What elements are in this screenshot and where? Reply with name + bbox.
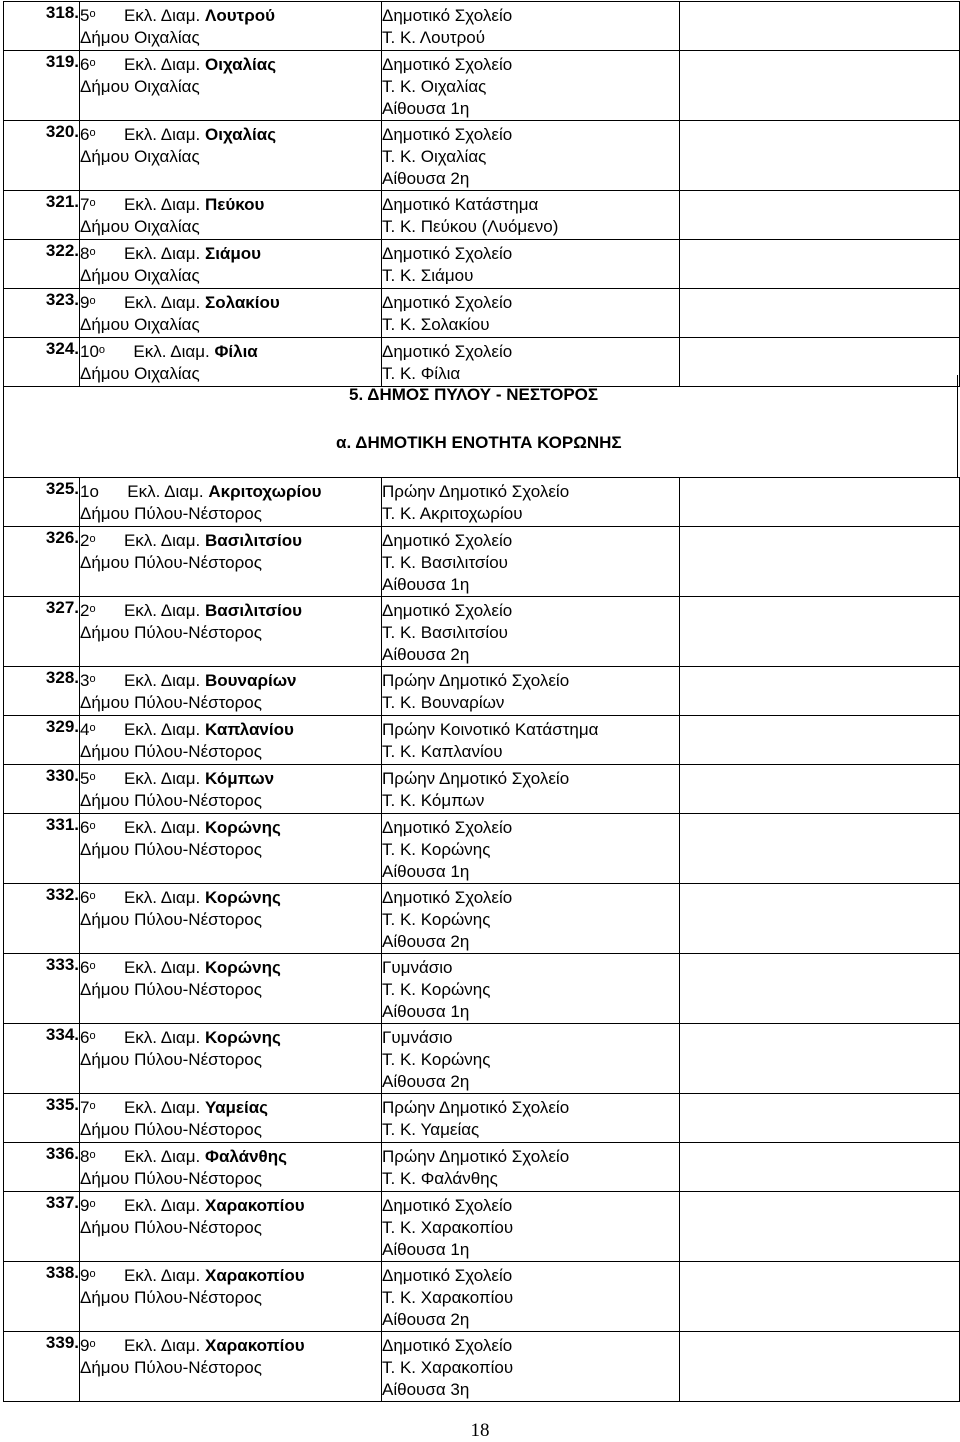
station-ordinal: 9 xyxy=(80,1266,90,1285)
ordinal-suffix: ο xyxy=(89,127,96,139)
row-number: 336. xyxy=(4,1143,80,1192)
location-line: Τ. Κ. Υαμείας xyxy=(382,1120,480,1139)
location-line: Τ. Κ. Οιχαλίας xyxy=(382,77,487,96)
table-row xyxy=(4,1192,960,1262)
station-ordinal: 1ο xyxy=(80,482,99,501)
station-place: Οιχαλίας xyxy=(205,55,277,74)
station-municipality: Δήμου Οιχαλίας xyxy=(80,28,200,47)
station-ordinal: 3 xyxy=(80,671,90,690)
ordinal-suffix: ο xyxy=(89,1149,96,1161)
polling-station-cell xyxy=(80,765,382,814)
station-place: Βουναρίων xyxy=(205,671,297,690)
location-line: Τ. Κ. Βασιλιτσίου xyxy=(382,553,508,572)
station-municipality: Δήμου Οιχαλίας xyxy=(80,364,200,383)
station-place: Ακριτοχωρίου xyxy=(208,482,322,501)
station-place: Λουτρού xyxy=(205,6,276,25)
ordinal-suffix: ο xyxy=(89,722,96,734)
location-line: Τ. Κ. Χαρακοπίου xyxy=(382,1218,514,1237)
location-cell xyxy=(382,814,680,884)
station-ordinal: 7 xyxy=(80,1098,90,1117)
station-municipality: Δήμου Πύλου-Νέστορος xyxy=(80,1358,262,1377)
location-cell xyxy=(382,884,680,954)
section-header xyxy=(3,375,958,478)
ordinal-suffix: ο xyxy=(89,197,96,209)
location-line: Τ. Κ. Σολακίου xyxy=(382,315,490,334)
location-line: Δημοτικό Σχολείο xyxy=(382,1266,513,1285)
table-row xyxy=(4,51,960,121)
ordinal-suffix: ο xyxy=(89,1030,96,1042)
station-municipality: Δήμου Πύλου-Νέστορος xyxy=(80,742,262,761)
station-municipality: Δήμου Πύλου-Νέστορος xyxy=(80,1050,262,1069)
location-cell xyxy=(382,1094,680,1143)
polling-station-cell xyxy=(80,1094,382,1143)
location-cell xyxy=(382,1262,680,1332)
station-place: Βασιλιτσίου xyxy=(205,601,303,620)
location-line: Δημοτικό Σχολείο xyxy=(382,601,513,620)
location-line: Αίθουσα 2η xyxy=(382,1310,470,1329)
location-cell xyxy=(382,51,680,121)
location-line: Τ. Κ. Καπλανίου xyxy=(382,742,503,761)
ordinal-suffix: ο xyxy=(89,57,96,69)
table-row xyxy=(4,527,960,597)
empty-cell xyxy=(680,1094,960,1143)
station-type: Εκλ. Διαμ. xyxy=(123,1147,201,1166)
station-line xyxy=(80,667,381,692)
polling-stations-table-pylos-nestoros xyxy=(3,477,960,1402)
table-row xyxy=(4,884,960,954)
station-ordinal: 6 xyxy=(80,888,90,907)
station-ordinal: 6 xyxy=(80,818,90,837)
station-type: Εκλ. Διαμ. xyxy=(123,195,201,214)
location-line: Δημοτικό Σχολείο xyxy=(382,6,513,25)
location-line: Αίθουσα 1η xyxy=(382,575,470,594)
station-ordinal: 6 xyxy=(80,125,90,144)
row-number: 332. xyxy=(4,884,80,954)
table-row xyxy=(4,478,960,527)
station-line xyxy=(80,51,381,76)
table-row xyxy=(4,1024,960,1094)
polling-station-cell xyxy=(80,289,382,338)
ordinal-suffix: ο xyxy=(89,1338,96,1350)
station-type: Εκλ. Διαμ. xyxy=(123,1336,201,1355)
location-line: Τ. Κ. Κορώνης xyxy=(382,910,491,929)
location-cell xyxy=(382,191,680,240)
location-line: Τ. Κ. Κορώνης xyxy=(382,840,491,859)
location-line: Πρώην Δημοτικό Σχολείο xyxy=(382,1147,570,1166)
location-line: Τ. Κ. Φαλάνθης xyxy=(382,1169,498,1188)
location-line: Αίθουσα 2η xyxy=(382,1072,470,1091)
polling-station-cell xyxy=(80,1143,382,1192)
ordinal-suffix: ο xyxy=(89,1198,96,1210)
station-place: Βασιλιτσίου xyxy=(205,531,303,550)
polling-station-cell xyxy=(80,954,382,1024)
station-type: Εκλ. Διαμ. xyxy=(123,244,201,263)
station-ordinal: 2 xyxy=(80,601,90,620)
station-municipality: Δήμου Πύλου-Νέστορος xyxy=(80,980,262,999)
location-line: Δημοτικό Κατάστημα xyxy=(382,195,539,214)
table-row xyxy=(4,121,960,191)
station-type: Εκλ. Διαμ. xyxy=(123,55,201,74)
empty-cell xyxy=(680,289,960,338)
station-municipality: Δήμου Οιχαλίας xyxy=(80,266,200,285)
table-row xyxy=(4,716,960,765)
station-type: Εκλ. Διαμ. xyxy=(123,818,201,837)
location-line: Τ. Κ. Σιάμου xyxy=(382,266,474,285)
station-line xyxy=(80,121,381,146)
station-type: Εκλ. Διαμ. xyxy=(123,601,201,620)
station-municipality: Δήμου Οιχαλίας xyxy=(80,315,200,334)
station-place: Χαρακοπίου xyxy=(205,1196,305,1215)
polling-station-cell xyxy=(80,1262,382,1332)
location-line: Αίθουσα 1η xyxy=(382,862,470,881)
station-type: Εκλ. Διαμ. xyxy=(123,531,201,550)
polling-station-cell xyxy=(80,527,382,597)
table-row xyxy=(4,954,960,1024)
location-line: Δημοτικό Σχολείο xyxy=(382,342,513,361)
station-place: Οιχαλίας xyxy=(205,125,277,144)
station-line xyxy=(80,240,381,265)
station-type: Εκλ. Διαμ. xyxy=(123,769,201,788)
station-type: Εκλ. Διαμ. xyxy=(123,888,201,907)
station-line xyxy=(80,1192,381,1217)
table-row xyxy=(4,1143,960,1192)
station-place: Χαρακοπίου xyxy=(205,1266,305,1285)
row-number: 337. xyxy=(4,1192,80,1262)
location-line: Τ. Κ. Βασιλιτσίου xyxy=(382,623,508,642)
station-line xyxy=(80,597,381,622)
location-line: Δημοτικό Σχολείο xyxy=(382,125,513,144)
location-cell xyxy=(382,289,680,338)
empty-cell xyxy=(680,121,960,191)
empty-cell xyxy=(680,1332,960,1402)
location-line: Τ. Κ. Ακριτοχωρίου xyxy=(382,504,523,523)
ordinal-suffix: ο xyxy=(89,533,96,545)
table-row xyxy=(4,765,960,814)
location-line: Τ. Κ. Βουναρίων xyxy=(382,693,505,712)
location-line: Αίθουσα 1η xyxy=(382,99,470,118)
empty-cell xyxy=(680,478,960,527)
station-ordinal: 6 xyxy=(80,55,90,74)
location-line: Αίθουσα 2η xyxy=(382,932,470,951)
station-municipality: Δήμου Πύλου-Νέστορος xyxy=(80,504,262,523)
polling-station-cell xyxy=(80,2,382,51)
empty-cell xyxy=(680,765,960,814)
row-number: 318. xyxy=(4,2,80,51)
station-municipality: Δήμου Πύλου-Νέστορος xyxy=(80,1288,262,1307)
empty-cell xyxy=(680,527,960,597)
polling-station-cell xyxy=(80,1332,382,1402)
station-municipality: Δήμου Πύλου-Νέστορος xyxy=(80,1120,262,1139)
table-row xyxy=(4,289,960,338)
station-municipality: Δήμου Πύλου-Νέστορος xyxy=(80,693,262,712)
station-type: Εκλ. Διαμ. xyxy=(123,1266,201,1285)
table-row xyxy=(4,240,960,289)
station-place: Κορώνης xyxy=(205,888,281,907)
row-number: 325. xyxy=(4,478,80,527)
location-cell xyxy=(382,597,680,667)
empty-cell xyxy=(680,1262,960,1332)
location-line: Τ. Κ. Χαρακοπίου xyxy=(382,1358,514,1377)
ordinal-suffix: ο xyxy=(89,295,96,307)
ordinal-suffix: ο xyxy=(89,1100,96,1112)
location-line: Τ. Κ. Πεύκου (Λυόμενο) xyxy=(382,217,559,236)
location-line: Γυμνάσιο xyxy=(382,958,453,977)
ordinal-suffix: ο xyxy=(89,246,96,258)
station-line xyxy=(80,765,381,790)
polling-station-cell xyxy=(80,716,382,765)
row-number: 334. xyxy=(4,1024,80,1094)
ordinal-suffix: ο xyxy=(89,820,96,832)
station-type: Εκλ. Διαμ. xyxy=(123,720,201,739)
page-number: 18 xyxy=(470,1420,490,1441)
ordinal-suffix: ο xyxy=(89,890,96,902)
station-line xyxy=(80,2,381,27)
ordinal-suffix: ο xyxy=(89,771,96,783)
table-row xyxy=(4,1332,960,1402)
empty-cell xyxy=(680,51,960,121)
row-number: 329. xyxy=(4,716,80,765)
station-ordinal: 9 xyxy=(80,293,90,312)
table-row xyxy=(4,814,960,884)
station-municipality: Δήμου Οιχαλίας xyxy=(80,217,200,236)
station-place: Χαρακοπίου xyxy=(205,1336,305,1355)
station-ordinal: 5 xyxy=(80,769,90,788)
station-municipality: Δήμου Πύλου-Νέστορος xyxy=(80,1169,262,1188)
station-place: Κορώνης xyxy=(205,958,281,977)
station-ordinal: 6 xyxy=(80,958,90,977)
row-number: 322. xyxy=(4,240,80,289)
empty-cell xyxy=(680,191,960,240)
station-ordinal: 7 xyxy=(80,195,90,214)
row-number: 333. xyxy=(4,954,80,1024)
ordinal-suffix: ο xyxy=(98,344,106,356)
location-cell xyxy=(382,2,680,51)
location-line: Τ. Κ. Κορώνης xyxy=(382,980,491,999)
polling-station-cell xyxy=(80,597,382,667)
location-line: Γυμνάσιο xyxy=(382,1028,453,1047)
station-place: Σολακίου xyxy=(205,293,280,312)
row-number: 319. xyxy=(4,51,80,121)
location-cell xyxy=(382,478,680,527)
station-ordinal: 5 xyxy=(80,6,90,25)
ordinal-suffix: ο xyxy=(89,673,96,685)
location-line: Τ. Κ. Κόμπων xyxy=(382,791,485,810)
station-type: Εκλ. Διαμ. xyxy=(123,671,201,690)
location-line: Αίθουσα 2η xyxy=(382,645,470,664)
location-line: Τ. Κ. Οιχαλίας xyxy=(382,147,487,166)
station-line xyxy=(80,338,381,363)
station-line xyxy=(80,191,381,216)
station-place: Πεύκου xyxy=(205,195,265,214)
empty-cell xyxy=(680,884,960,954)
unit-heading: α. ΔΗΜΟΤΙΚΗ ΕΝΟΤΗΤΑ ΚΟΡΩΝΗΣ xyxy=(336,433,622,452)
station-place: Κόμπων xyxy=(205,769,275,788)
station-line xyxy=(80,1094,381,1119)
polling-stations-table-oichalia xyxy=(3,1,960,387)
location-line: Πρώην Κοινοτικό Κατάστημα xyxy=(382,720,599,739)
empty-cell xyxy=(680,667,960,716)
station-line xyxy=(80,814,381,839)
location-cell xyxy=(382,954,680,1024)
station-line xyxy=(80,527,381,552)
station-place: Κορώνης xyxy=(205,1028,281,1047)
table-row xyxy=(4,191,960,240)
station-municipality: Δήμου Πύλου-Νέστορος xyxy=(80,1218,262,1237)
polling-station-cell xyxy=(80,814,382,884)
polling-station-cell xyxy=(80,121,382,191)
station-type: Εκλ. Διαμ. xyxy=(127,482,204,501)
table-row xyxy=(4,597,960,667)
empty-cell xyxy=(680,814,960,884)
empty-cell xyxy=(680,1024,960,1094)
station-municipality: Δήμου Οιχαλίας xyxy=(80,147,200,166)
location-cell xyxy=(382,240,680,289)
station-place: Φαλάνθης xyxy=(205,1147,287,1166)
station-ordinal: 10 xyxy=(80,342,99,361)
table-row xyxy=(4,1094,960,1143)
location-line: Αίθουσα 3η xyxy=(382,1380,470,1399)
municipality-heading: 5. ΔΗΜΟΣ ΠΥΛΟΥ - ΝΕΣΤΟΡΟΣ xyxy=(349,385,599,404)
ordinal-suffix: ο xyxy=(89,1268,96,1280)
location-line: Αίθουσα 1η xyxy=(382,1002,470,1021)
station-place: Κορώνης xyxy=(205,818,281,837)
polling-station-cell xyxy=(80,1192,382,1262)
station-ordinal: 2 xyxy=(80,531,90,550)
empty-cell xyxy=(680,1192,960,1262)
polling-station-cell xyxy=(80,1024,382,1094)
location-line: Τ. Κ. Χαρακοπίου xyxy=(382,1288,514,1307)
location-cell xyxy=(382,121,680,191)
station-type: Εκλ. Διαμ. xyxy=(123,958,201,977)
location-line: Δημοτικό Σχολείο xyxy=(382,1196,513,1215)
station-line xyxy=(80,1332,381,1357)
station-line xyxy=(80,478,381,503)
station-type: Εκλ. Διαμ. xyxy=(123,125,201,144)
location-cell xyxy=(382,1332,680,1402)
station-ordinal: 6 xyxy=(80,1028,90,1047)
location-line: Δημοτικό Σχολείο xyxy=(382,818,513,837)
location-cell xyxy=(382,765,680,814)
location-line: Αίθουσα 2η xyxy=(382,169,470,188)
location-line: Πρώην Δημοτικό Σχολείο xyxy=(382,482,570,501)
station-type: Εκλ. Διαμ. xyxy=(123,1098,201,1117)
table-row xyxy=(4,2,960,51)
ordinal-suffix: ο xyxy=(89,8,96,20)
station-type: Εκλ. Διαμ. xyxy=(123,6,201,25)
location-line: Αίθουσα 1η xyxy=(382,1240,470,1259)
row-number: 328. xyxy=(4,667,80,716)
table-row xyxy=(4,667,960,716)
row-number: 339. xyxy=(4,1332,80,1402)
row-number: 323. xyxy=(4,289,80,338)
station-place: Υαμείας xyxy=(205,1098,269,1117)
row-number: 321. xyxy=(4,191,80,240)
location-cell xyxy=(382,527,680,597)
station-ordinal: 9 xyxy=(80,1336,90,1355)
polling-station-cell xyxy=(80,667,382,716)
empty-cell xyxy=(680,240,960,289)
station-municipality: Δήμου Πύλου-Νέστορος xyxy=(80,840,262,859)
station-line xyxy=(80,289,381,314)
empty-cell xyxy=(680,597,960,667)
location-cell xyxy=(382,1024,680,1094)
polling-station-cell xyxy=(80,191,382,240)
location-line: Πρώην Δημοτικό Σχολείο xyxy=(382,671,570,690)
station-municipality: Δήμου Πύλου-Νέστορος xyxy=(80,910,262,929)
row-number: 330. xyxy=(4,765,80,814)
station-line xyxy=(80,716,381,741)
location-line: Πρώην Δημοτικό Σχολείο xyxy=(382,769,570,788)
row-number: 326. xyxy=(4,527,80,597)
location-cell xyxy=(382,1143,680,1192)
empty-cell xyxy=(680,1143,960,1192)
table-row xyxy=(4,1262,960,1332)
station-type: Εκλ. Διαμ. xyxy=(123,1196,201,1215)
polling-station-cell xyxy=(80,884,382,954)
station-ordinal: 9 xyxy=(80,1196,90,1215)
empty-cell xyxy=(680,954,960,1024)
station-type: Εκλ. Διαμ. xyxy=(123,1028,201,1047)
row-number: 335. xyxy=(4,1094,80,1143)
location-line: Δημοτικό Σχολείο xyxy=(382,55,513,74)
station-municipality: Δήμου Πύλου-Νέστορος xyxy=(80,623,262,642)
ordinal-suffix: ο xyxy=(89,603,96,615)
station-municipality: Δήμου Οιχαλίας xyxy=(80,77,200,96)
row-number: 331. xyxy=(4,814,80,884)
station-line xyxy=(80,954,381,979)
location-line: Τ. Κ. Κορώνης xyxy=(382,1050,491,1069)
polling-station-cell xyxy=(80,478,382,527)
location-cell xyxy=(382,716,680,765)
location-cell xyxy=(382,667,680,716)
location-line: Πρώην Δημοτικό Σχολείο xyxy=(382,1098,570,1117)
location-line: Τ. Κ. Φίλια xyxy=(382,364,461,383)
station-line xyxy=(80,1143,381,1168)
station-ordinal: 8 xyxy=(80,244,90,263)
row-number: 324. xyxy=(4,338,80,387)
station-municipality: Δήμου Πύλου-Νέστορος xyxy=(80,553,262,572)
location-line: Δημοτικό Σχολείο xyxy=(382,293,513,312)
location-line: Τ. Κ. Λουτρού xyxy=(382,28,486,47)
empty-cell xyxy=(680,716,960,765)
location-line: Δημοτικό Σχολείο xyxy=(382,244,513,263)
polling-station-cell xyxy=(80,240,382,289)
station-place: Σιάμου xyxy=(205,244,262,263)
station-type: Εκλ. Διαμ. xyxy=(123,293,201,312)
station-line xyxy=(80,1262,381,1287)
station-type: Εκλ. Διαμ. xyxy=(133,342,210,361)
row-number: 338. xyxy=(4,1262,80,1332)
row-number: 327. xyxy=(4,597,80,667)
row-number: 320. xyxy=(4,121,80,191)
station-ordinal: 4 xyxy=(80,720,90,739)
station-place: Καπλανίου xyxy=(205,720,294,739)
station-place: Φίλια xyxy=(214,342,258,361)
station-ordinal: 8 xyxy=(80,1147,90,1166)
station-line xyxy=(80,884,381,909)
location-line: Δημοτικό Σχολείο xyxy=(382,531,513,550)
location-line: Δημοτικό Σχολείο xyxy=(382,1336,513,1355)
polling-station-cell xyxy=(80,51,382,121)
ordinal-suffix: ο xyxy=(89,960,96,972)
station-municipality: Δήμου Πύλου-Νέστορος xyxy=(80,791,262,810)
empty-cell xyxy=(680,2,960,51)
location-cell xyxy=(382,1192,680,1262)
station-line xyxy=(80,1024,381,1049)
location-line: Δημοτικό Σχολείο xyxy=(382,888,513,907)
